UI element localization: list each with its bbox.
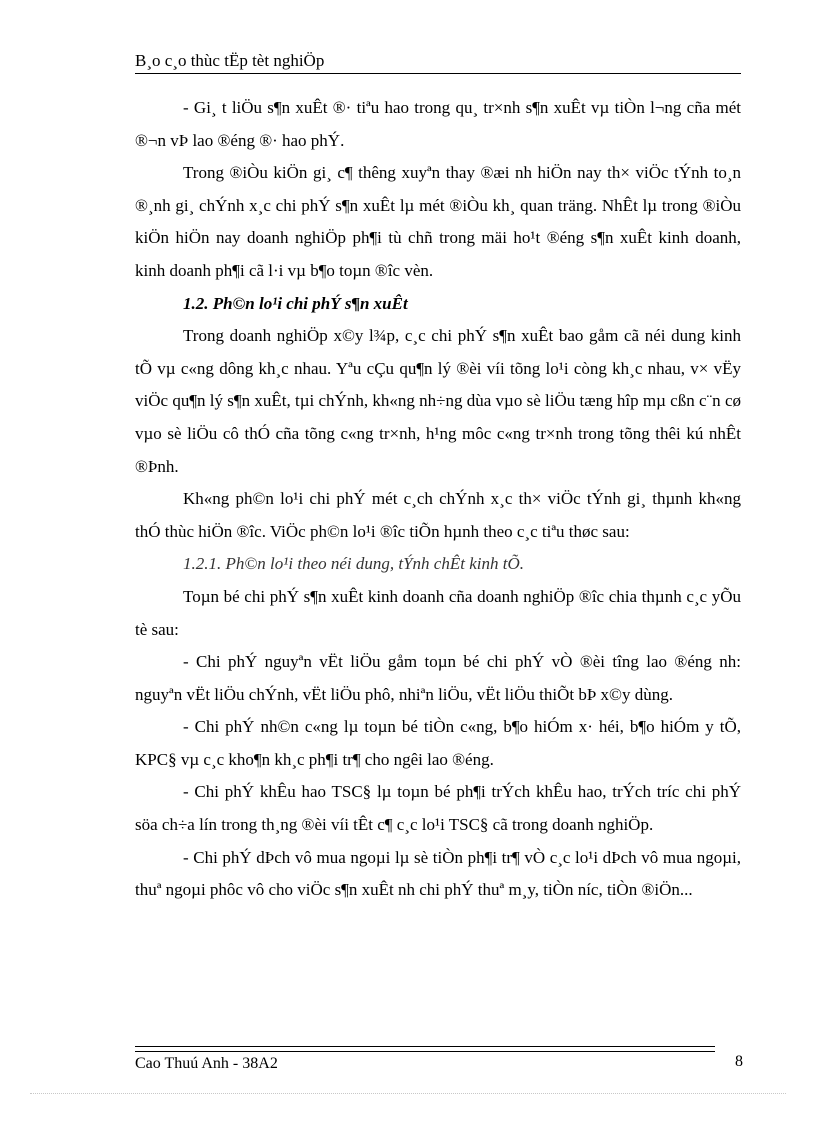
paragraph-3: Trong doanh nghiÖp x©y l¾p, c¸c chi phÝ s¶n xuÊt bao gåm cã néi dung kinh tÕ vµ c«ng dông kh¸c nhau. Yªu cÇu qu¶n lý ®èi víi tõng lo¹i còng kh¸c nhau, v× vËy viÖc qu¶n lý s¶n xuÊt, tµi chÝnh, kh«ng nh÷ng dùa vµo sè liÖu tæng hîp mµ cßn c¨n cø vµo sè liÖu cô thÓ cña tõng c«ng tr×nh, h¹ng môc c«ng tr×nh trong tõng thêi kú nhÊt ®Þnh. <box>135 326 741 476</box>
section-heading-1-2: 1.2. Ph©n lo¹i chi phÝ s¶n xuÊt <box>183 293 408 313</box>
page-number: 8 <box>735 1053 743 1070</box>
paragraph-5: Toµn bé chi phÝ s¶n xuÊt kinh doanh cña doanh nghiÖp ®îc chia thµnh c¸c yÕu tè sau: <box>135 586 741 639</box>
footer-author: Cao Thuú Anh - 38A2 <box>135 1055 278 1072</box>
paragraph-9: - Chi phÝ dÞch vô mua ngoµi lµ sè tiÒn ph¶i tr¶ vÒ c¸c lo¹i dÞch vô mua ngoµi, thuª ngoµi phôc vô cho viÖc s¶n xuÊt nh chi phÝ thuª m¸y, tiÒn níc, tiÒn ®iÖn... <box>135 847 741 900</box>
paragraph-4: Kh«ng ph©n lo¹i chi phÝ mét c¸ch chÝnh x¸c th× viÖc tÝnh gi¸ thµnh kh«ng thÓ thùc hiÖn ®îc. ViÖc ph©n lo¹i ®îc tiÕn hµnh theo c¸c tiªu thøc sau: <box>135 489 741 541</box>
page-bottom-dotted-line <box>30 1093 786 1094</box>
paragraph-8: - Chi phÝ khÊu hao TSC§ lµ toµn bé ph¶i trÝch khÊu hao, trÝch tríc chi phÝ söa ch÷a lín trong th¸ng ®èi víi tÊt c¶ c¸c lo¹i TSC§ cã trong doanh nghiÖp. <box>135 782 741 835</box>
report-title: B¸o c¸o thùc tËp tèt nghiÖp <box>135 51 325 70</box>
footer-divider <box>135 1046 715 1052</box>
paragraph-2: Trong ®iÒu kiÖn gi¸ c¶ thêng xuyªn thay ®æi nh hiÖn nay th× viÖc tÝnh to¸n ®¸nh gi¸ chÝnh x¸c chi phÝ s¶n xuÊt lµ mét ®iÒu kh¸ quan träng. NhÊt lµ trong ®iÒu kiÖn hiÖn nay doanh nghiÖp ph¶i tù chñ trong mäi ho¹t ®éng s¶n xuÊt kinh doanh, kinh doanh ph¶i cã l·i vµ b¶o toµn ®îc vèn. <box>135 163 741 280</box>
body-text <box>135 92 741 907</box>
paragraph-1: - Gi¸ t liÖu s¶n xuÊt ®· tiªu hao trong qu¸ tr×nh s¶n xuÊt vµ tiÒn l¬ng cña mét ®¬n vÞ lao ®éng ®· hao phÝ. <box>135 98 741 150</box>
subsection-heading-1-2-1: 1.2.1. Ph©n lo¹i theo néi dung, tÝnh chÊt kinh tÕ. <box>183 554 524 574</box>
paragraph-6: - Chi phÝ nguyªn vËt liÖu gåm toµn bé chi phÝ vÒ ®èi tîng lao ®éng nh: nguyªn vËt liÖu chÝnh, vËt liÖu phô, nhiªn liÖu, vËt liÖu thiÕt bÞ x©y dùng. <box>135 652 741 704</box>
page-header <box>135 50 741 74</box>
paragraph-7: - Chi phÝ nh©n c«ng lµ toµn bé tiÒn c«ng, b¶o hiÓm x· héi, b¶o hiÓm y tÕ, KPC§ vµ c¸c kho¶n kh¸c ph¶i tr¶ cho ngêi lao ®éng. <box>135 717 741 769</box>
